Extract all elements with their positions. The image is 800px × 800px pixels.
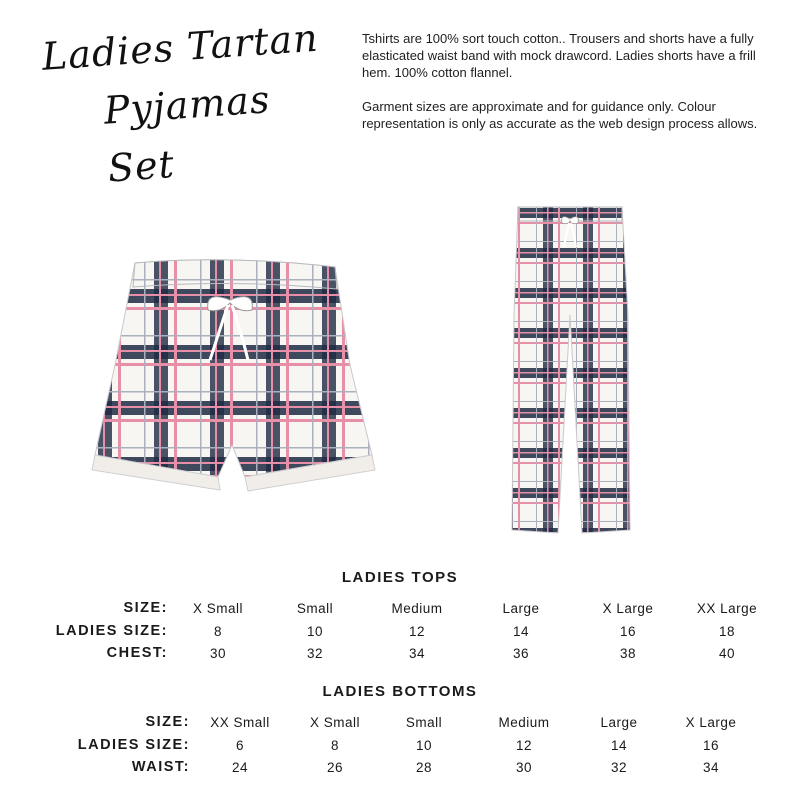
table-cell: XX Large (696, 601, 758, 616)
table-cell: 30 (515, 760, 533, 775)
bottoms-row-waist (0, 757, 800, 780)
table-cell: 32 (306, 646, 324, 661)
table-cell: 34 (408, 646, 426, 661)
page-title (40, 8, 341, 202)
table-cell: 14 (512, 623, 530, 639)
title-line-1: Ladies Tartan (40, 15, 320, 79)
table-cell: 8 (330, 737, 339, 753)
table-cell: XX Small (210, 715, 270, 730)
description-paragraph-1: Tshirts are 100% sort touch cotton.. Trousers and shorts have a fully elasticated waist band with mock drawcord. Ladies shorts have a frill hem. 100% cotton flannel. (362, 31, 756, 80)
row-label: WAIST: (131, 759, 190, 775)
table-cell: 38 (619, 646, 637, 661)
table-cell: 32 (610, 760, 628, 775)
bottoms-row-size (0, 712, 800, 735)
tops-row-ladies-size (0, 621, 800, 644)
table-cell: Large (502, 601, 540, 616)
table-cell: Medium (391, 601, 443, 616)
bottoms-size-table (0, 712, 800, 780)
table-cell: 14 (610, 737, 628, 753)
table-cell: 12 (515, 737, 533, 753)
product-description (362, 30, 782, 149)
table-cell: Medium (498, 715, 550, 730)
tops-size-table (0, 598, 800, 666)
tops-row-chest (0, 643, 800, 666)
table-cell: 40 (718, 646, 736, 661)
row-label: SIZE: (145, 714, 190, 730)
table-cell: 26 (326, 760, 344, 775)
row-label: LADIES SIZE: (77, 736, 190, 753)
table-cell: 28 (415, 760, 433, 775)
title-line-2: Pyjamas Set (102, 77, 272, 191)
table-cell: 16 (619, 623, 637, 639)
table-cell: 8 (213, 623, 222, 639)
row-label: LADIES SIZE: (55, 622, 168, 639)
trousers-product-image (490, 195, 650, 545)
table-cell: X Large (602, 601, 654, 616)
table-cell: 30 (209, 646, 227, 661)
table-cell: Small (296, 601, 334, 616)
table-cell: X Large (685, 715, 737, 730)
bottoms-section-title: LADIES BOTTOMS (322, 683, 478, 700)
table-cell: 36 (512, 646, 530, 661)
trousers-illustration (490, 195, 650, 545)
table-cell: 34 (702, 760, 720, 775)
shorts-illustration (80, 215, 390, 535)
table-cell: 10 (306, 623, 324, 639)
table-cell: 10 (415, 737, 433, 753)
row-label: SIZE: (123, 600, 168, 616)
table-cell: 18 (718, 623, 736, 639)
tops-section-title: LADIES TOPS (341, 569, 459, 586)
bottoms-row-ladies-size (0, 735, 800, 758)
table-cell: 12 (408, 623, 426, 639)
table-cell: 24 (231, 760, 249, 775)
table-cell: 16 (702, 737, 720, 753)
table-cell: Small (405, 715, 443, 730)
table-cell: 6 (235, 737, 244, 753)
row-label: CHEST: (106, 645, 168, 661)
table-cell: X Small (192, 601, 243, 616)
tops-row-size (0, 598, 800, 621)
description-paragraph-2: Garment sizes are approximate and for guidance only. Colour representation is only as accurate as the web design process allows. (362, 99, 758, 131)
table-cell: X Small (309, 715, 360, 730)
table-cell: Large (600, 715, 638, 730)
shorts-product-image (80, 215, 390, 535)
